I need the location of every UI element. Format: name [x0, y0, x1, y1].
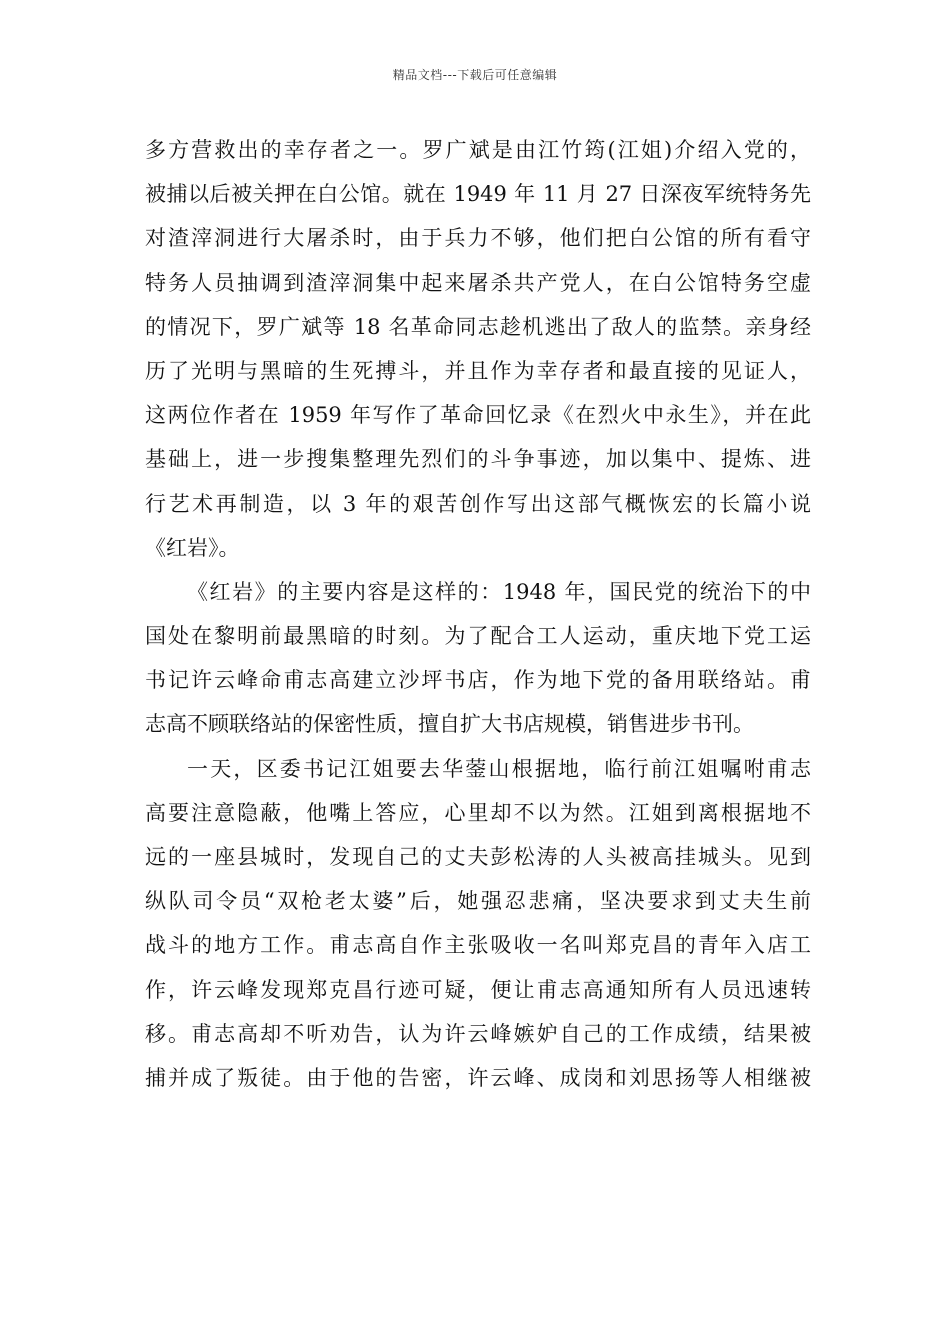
text-line: 作，许云峰发现郑克昌行迹可疑，便让甫志高通知所有人员迅速转 [145, 977, 811, 1002]
text-line: 捕并成了叛徒。由于他的告密，许云峰、成岗和刘思扬等人相继被 [145, 1065, 811, 1090]
text-line: 特务人员抽调到渣滓洞集中起来屠杀共产党人，在白公馆特务空虚 [145, 270, 811, 295]
text-line: 多方营救出的幸存者之一。罗广斌是由江竹筠(江姐)介绍入党的， [145, 138, 811, 162]
text-line: 行艺术再制造，以 3 年的艰苦创作写出这部气概恢宏的长篇小说 [145, 491, 811, 516]
text-line: 书记许云峰命甫志高建立沙坪书店，作为地下党的备用联络站。甫 [145, 668, 811, 693]
text-line: 国处在黎明前最黑暗的时刻。为了配合工人运动，重庆地下党工运 [145, 624, 811, 649]
text-line: 远的一座县城时，发现自己的丈夫彭松涛的人头被高挂城头。见到 [145, 845, 811, 869]
text-line: 对渣滓洞进行大屠杀时，由于兵力不够，他们把白公馆的所有看守 [145, 226, 811, 251]
text-line: 历了光明与黑暗的生死搏斗，并且作为幸存者和最直接的见证人， [145, 358, 811, 383]
paragraph [145, 570, 811, 747]
text-line: 《红岩》的主要内容是这样的：1948 年，国民党的统治下的中 [187, 579, 811, 604]
text-line: 高要注意隐蔽，他嘴上答应，心里却不以为然。江姐到离根据地不 [145, 800, 811, 825]
text-line: 纵队司令员“双枪老太婆”后，她强忍悲痛，坚决要求到丈夫生前 [145, 889, 811, 914]
text-line: 基础上，进一步搜集整理先烈们的斗争事迹，加以集中、提炼、进 [145, 447, 811, 472]
paragraph [145, 747, 811, 1101]
paragraph [145, 128, 811, 570]
text-line: 战斗的地方工作。甫志高自作主张吸收一名叫郑克昌的青年入店工 [145, 933, 811, 958]
page-header: 精品文档---下载后可任意编辑 [392, 68, 558, 82]
text-line: 的情况下，罗广斌等 18 名革命同志趁机逃出了敌人的监禁。亲身经 [145, 314, 811, 339]
text-line: 移。甫志高却不听劝告，认为许云峰嫉妒自己的工作成绩，结果被 [145, 1021, 811, 1046]
body-text [145, 128, 811, 1100]
text-line: 志高不顾联络站的保密性质，擅自扩大书店规模，销售进步书刊。 [145, 712, 754, 737]
text-line: 这两位作者在 1959 年写作了革命回忆录《在烈火中永生》，并在此 [145, 403, 811, 428]
text-line: 一天，区委书记江姐要去华蓥山根据地，临行前江姐嘱咐甫志 [187, 756, 811, 781]
text-line: 被捕以后被关押在白公馆。就在 1949 年 11 月 27 日深夜军统特务先 [145, 182, 811, 207]
text-line: 《红岩》。 [145, 535, 240, 560]
